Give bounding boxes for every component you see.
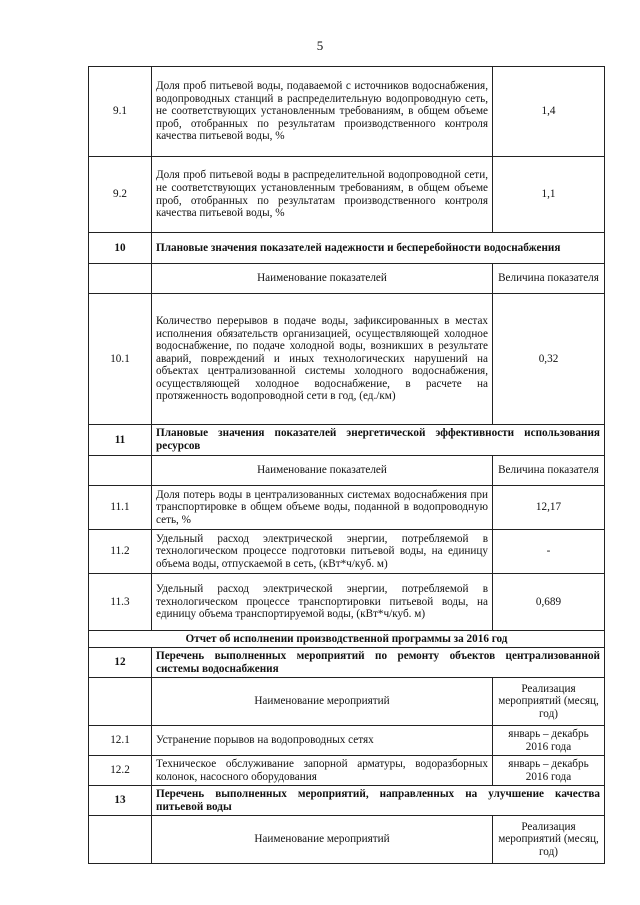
column-header-value: Реализация мероприятий (месяц, год) (493, 816, 605, 864)
column-header-value: Реализация мероприятий (месяц, год) (493, 678, 605, 726)
table-row (89, 756, 605, 786)
indicator-value: 1,1 (493, 157, 605, 233)
column-header-name: Наименование показателей (152, 456, 493, 486)
row-number: 12.2 (89, 756, 152, 786)
section-title: Плановые значения показателей энергетической эффективности использования ресурсов (152, 425, 605, 456)
row-number: 9.1 (89, 67, 152, 157)
column-header-name: Наименование мероприятий (152, 678, 493, 726)
page-number: 5 (316, 38, 324, 53)
section-title: Перечень выполненных мероприятий, направленных на улучшение качества питьевой воды (152, 786, 605, 816)
table-row (89, 574, 605, 631)
empty-cell (89, 456, 152, 486)
section-heading-row (89, 233, 605, 264)
section-title: Перечень выполненных мероприятий по ремонту объектов централизованной системы водоснабжения (152, 648, 605, 678)
table-row (89, 726, 605, 756)
row-number: 11.3 (89, 574, 152, 631)
section-number: 12 (89, 648, 152, 678)
indicator-name: Удельный расход электрической энергии, потребляемой в технологическом процессе подготовки питьевой воды, на единицу объема воды, отпускаемой в сеть, (кВт*ч/куб. м) (152, 530, 493, 574)
indicator-name: Удельный расход электрической энергии, потребляемой в технологическом процессе транспортировки питьевой воды, на единицу объема транспортируемой воды, (кВт*ч/куб. м) (152, 574, 493, 631)
indicator-value: 1,4 (493, 67, 605, 157)
table-row (89, 530, 605, 574)
section-number: 13 (89, 786, 152, 816)
row-number: 10.1 (89, 294, 152, 425)
indicator-name: Доля потерь воды в централизованных системах водоснабжения при транспортировке в общем объеме воды, поданной в водопроводную сеть, % (152, 486, 493, 530)
column-header-row (89, 456, 605, 486)
empty-cell (89, 264, 152, 294)
activity-period: январь – декабрь 2016 года (493, 756, 605, 786)
section-number: 10 (89, 233, 152, 264)
column-header-row (89, 816, 605, 864)
report-title: Отчет об исполнении производственной программы за 2016 год (89, 631, 605, 648)
indicators-table (88, 66, 605, 864)
column-header-name: Наименование показателей (152, 264, 493, 294)
indicator-value: 0,689 (493, 574, 605, 631)
indicator-name: Доля проб питьевой воды в распределительной водопроводной сети, не соответствующих установленным требованиям, в общем объеме проб, отобранных по результатам производственного контроля качества питьевой воды, % (152, 157, 493, 233)
indicator-name: Доля проб питьевой воды, подаваемой с источников водоснабжения, водопроводных станций в распределительную водопроводную сеть, не соответствующих установленным требованиям, в общем объеме проб, отобранных по результатам производственного контроля качества питьевой воды, % (152, 67, 493, 157)
row-number: 9.2 (89, 157, 152, 233)
section-heading-row (89, 786, 605, 816)
row-number: 11.1 (89, 486, 152, 530)
table-row (89, 486, 605, 530)
table-row (89, 157, 605, 233)
row-number: 11.2 (89, 530, 152, 574)
column-header-value: Величина показателя (493, 264, 605, 294)
activity-name: Техническое обслуживание запорной арматуры, водоразборных колонок, насосного оборудования (152, 756, 493, 786)
section-heading-row (89, 648, 605, 678)
section-heading-row (89, 425, 605, 456)
empty-cell (89, 678, 152, 726)
column-header-value: Величина показателя (493, 456, 605, 486)
indicator-name: Количество перерывов в подаче воды, зафиксированных в местах исполнения обязательств организацией, осуществляющей холодное водоснабжение, по подаче холодной воды, возникших в результате аварий, повреждений и иных технологических нарушений на объектах централизованной системы холодного водоснабжения, осуществляющей холодное водоснабжение, в расчете на протяженность водопроводной сети в год, (ед./км) (152, 294, 493, 425)
indicator-value: 12,17 (493, 486, 605, 530)
column-header-name: Наименование мероприятий (152, 816, 493, 864)
table-row (89, 67, 605, 157)
section-number: 11 (89, 425, 152, 456)
activity-name: Устранение порывов на водопроводных сетях (152, 726, 493, 756)
indicator-value: - (493, 530, 605, 574)
column-header-row (89, 264, 605, 294)
column-header-row (89, 678, 605, 726)
table-row (89, 294, 605, 425)
empty-cell (89, 816, 152, 864)
row-number: 12.1 (89, 726, 152, 756)
activity-period: январь – декабрь 2016 года (493, 726, 605, 756)
section-title: Плановые значения показателей надежности и бесперебойности водоснабжения (152, 233, 605, 264)
report-heading-row (89, 631, 605, 648)
indicator-value: 0,32 (493, 294, 605, 425)
